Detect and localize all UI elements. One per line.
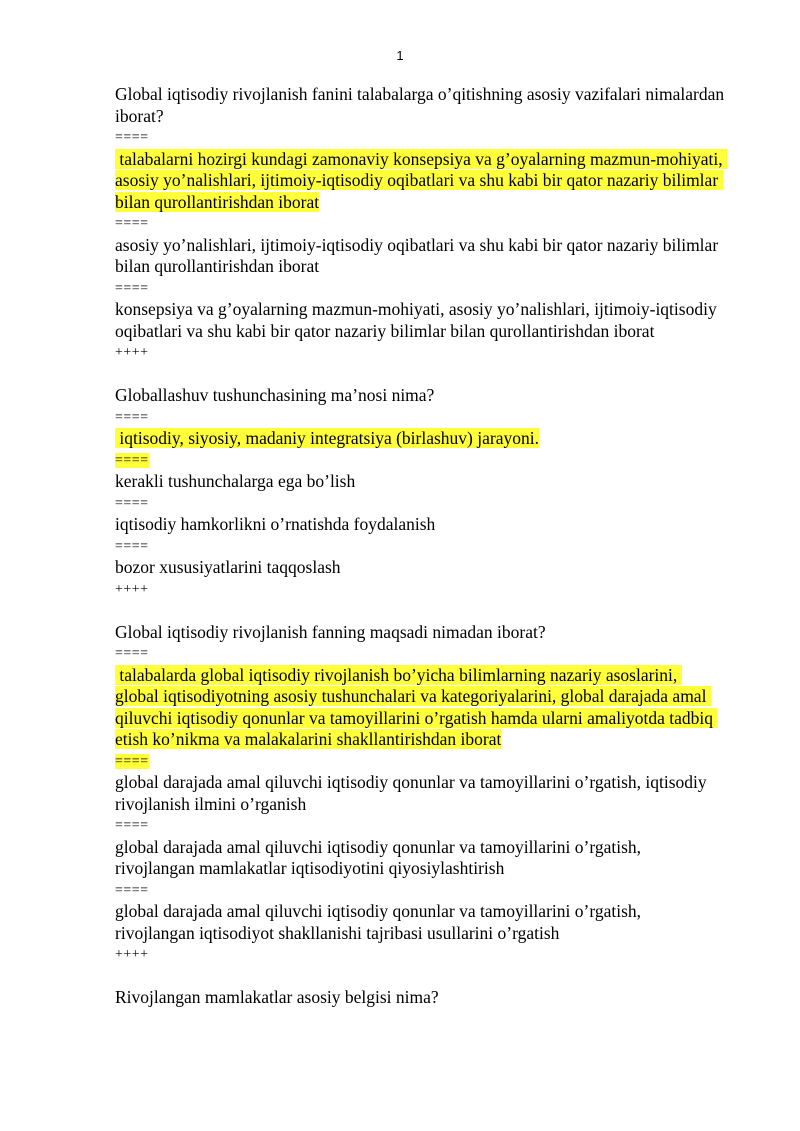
- separator-highlighted: ====: [115, 753, 149, 769]
- answer-option: iqtisodiy hamkorlikni o’rnatishda foydalanish: [115, 514, 436, 534]
- separator: ====: [115, 495, 149, 511]
- separator: ====: [115, 646, 149, 661]
- separator: ====: [115, 818, 149, 833]
- answer-option: konsepsiya va g’oyalarning mazmun-mohiyati, asosiy yo’nalishlari, ijtimoiy-iqtisodiy oqibatlari va shu kabi bir qator nazariy bilimlar bilan qurollantirishdan iborat: [115, 299, 722, 341]
- answer-option: bozor xususiyatlarini taqqoslash: [115, 557, 341, 577]
- separator: ====: [115, 216, 149, 231]
- document-body: [115, 84, 729, 1009]
- separator: ====: [115, 280, 149, 296]
- answer-option: global darajada amal qiluvchi iqtisodiy qonunlar va tamoyillarini o’rgatish, rivojlangan mamlakatlar iqtisodiyotini qiyosiylashtirish: [115, 836, 646, 878]
- end-marker: ++++: [115, 581, 149, 597]
- separator: ====: [115, 882, 149, 898]
- answer-correct-highlighted: iqtisodiy, siyosiy, madaniy integratsiya (birlashuv) jarayoni.: [115, 428, 539, 448]
- answer-correct-highlighted: talabalarda global iqtisodiy rivojlanish bo’yicha bilimlarning nazariy asoslarini, global iqtisodiyotning asosiy tushunchalari va kategoriyalarini, global darajada amal qiluvchi iqtisodiy qonunlar va tamoyillarini o’rgatish hamda ularni amaliyotda tadbiq etish ko’nikma va malakalarini shakllantirishdan iborat: [115, 664, 718, 749]
- end-marker: ++++: [115, 345, 149, 360]
- answer-option: kerakli tushunchalarga ega bo’lish: [115, 471, 356, 491]
- answer-option: asosiy yo’nalishlari, ijtimoiy-iqtisodiy oqibatlari va shu kabi bir qator nazariy bilimlar bilan qurollantirishdan iborat: [115, 234, 723, 276]
- question-4: Rivojlangan mamlakatlar asosiy belgisi nima?: [115, 987, 439, 1007]
- answer-correct-highlighted: talabalarni hozirgi kundagi zamonaviy konsepsiya va g’oyalarning mazmun-mohiyati, asosiy yo’nalishlari, ijtimoiy-iqtisodiy oqibatlari va shu kabi bir qator nazariy bilimlar bilan qurollantirishdan iborat: [115, 148, 728, 212]
- end-marker: ++++: [115, 947, 149, 962]
- answer-option: global darajada amal qiluvchi iqtisodiy qonunlar va tamoyillarini o’rgatish, rivojlangan iqtisodiyot shakllanishi tajribasi usullarini o’rgatish: [115, 901, 646, 943]
- separator: ====: [115, 538, 149, 554]
- answer-option: global darajada amal qiluvchi iqtisodiy qonunlar va tamoyillarini o’rgatish, iqtisodiy rivojlanish ilmini o’rganish: [115, 772, 712, 814]
- question-3: Global iqtisodiy rivojlanish fanning maqsadi nimadan iborat?: [115, 621, 546, 642]
- separator: ====: [115, 409, 149, 425]
- separator-highlighted: ====: [115, 452, 149, 468]
- separator: ====: [115, 130, 149, 145]
- question-1: Global iqtisodiy rivojlanish fanini talabalarga o’qitishning asosiy vazifalari nimalardan iborat?: [115, 84, 729, 126]
- page-number: 1: [396, 48, 404, 63]
- question-2: Globallashuv tushunchasining ma’nosi nima?: [115, 385, 435, 405]
